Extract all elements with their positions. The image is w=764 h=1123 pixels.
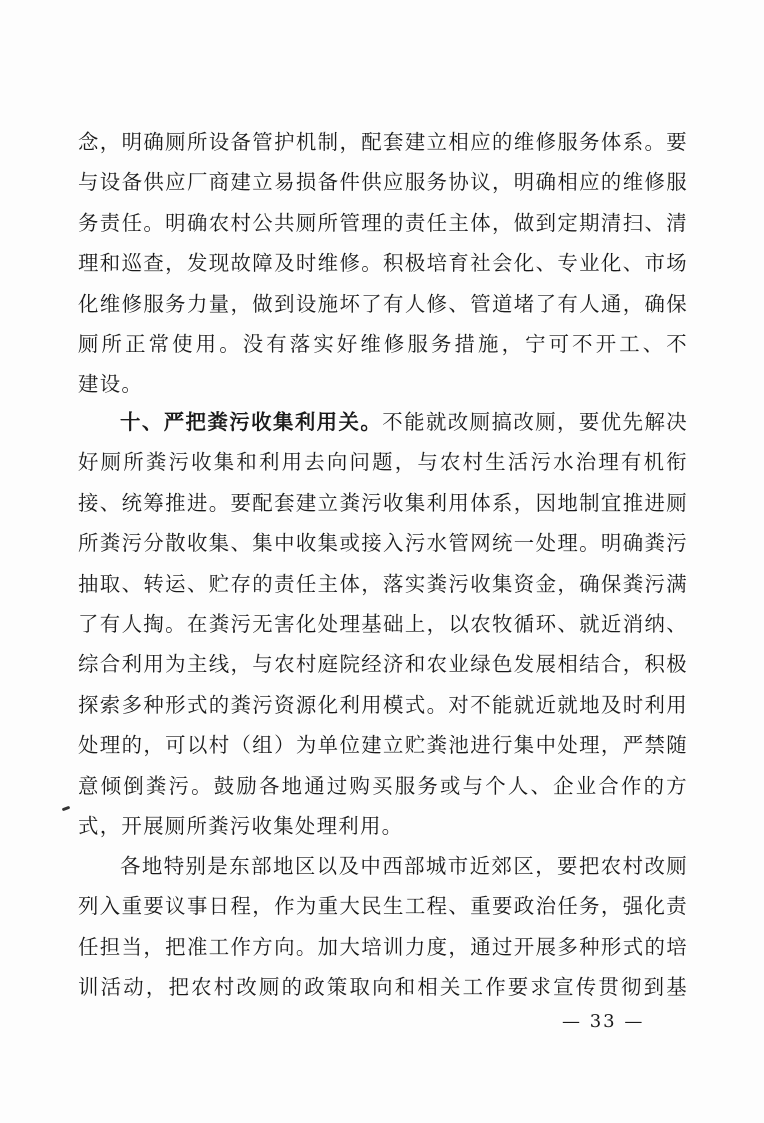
text-line: 化维修服务力量，做到设施坏了有人修、管道堵了有人通，确保 xyxy=(78,292,688,316)
text-line: 建设。 xyxy=(78,372,144,396)
text-line: 意倾倒粪污。鼓励各地通过购买服务或与个人、企业合作的方 xyxy=(78,774,688,798)
page-number: — 33 — xyxy=(562,1011,645,1032)
text-line: 理和巡查，发现故障及时维修。积极培育社会化、专业化、市场 xyxy=(78,251,688,275)
section-heading: 十、严把粪污收集利用关。 xyxy=(120,410,383,434)
text-line: 与设备供应厂商建立易损备件供应服务协议，明确相应的维修服 xyxy=(78,170,688,194)
text-line: 了有人掏。在粪污无害化处理基础上，以农牧循环、就近消纳、 xyxy=(78,612,688,636)
text-line: 探索多种形式的粪污资源化利用模式。对不能就近就地及时利用 xyxy=(78,693,688,717)
section-heading-line xyxy=(120,407,688,437)
text-line: 训活动，把农村改厕的政策取向和相关工作要求宣传贯彻到基 xyxy=(78,975,688,999)
text-line: 抽取、转运、贮存的责任主体，落实粪污收集资金，确保粪污满 xyxy=(78,572,688,596)
heading-line-rest: 不能就改厕搞改厕，要优先解决 xyxy=(382,410,688,434)
text-line: 处理的，可以村（组）为单位建立贮粪池进行集中处理，严禁随 xyxy=(78,733,688,757)
text-line: 务责任。明确农村公共厕所管理的责任主体，做到定期清扫、清 xyxy=(78,211,688,235)
text-line: 式，开展厕所粪污收集处理利用。 xyxy=(78,814,404,838)
scan-speck xyxy=(62,806,71,812)
text-line: 综合利用为主线，与农村庭院经济和农业绿色发展相结合，积极 xyxy=(78,652,688,676)
text-line: 列入重要议事日程，作为重大民生工程、重要政治任务，强化责 xyxy=(78,894,688,918)
text-line: 好厕所粪污收集和利用去向问题，与农村生活污水治理有机衔 xyxy=(78,450,688,474)
text-line: 接、统筹推进。要配套建立粪污收集利用体系，因地制宜推进厕 xyxy=(78,491,688,515)
text-line: 念，明确厕所设备管护机制，配套建立相应的维修服务体系。要 xyxy=(78,130,688,154)
text-line: 所粪污分散收集、集中收集或接入污水管网统一处理。明确粪污 xyxy=(78,531,688,555)
text-line: 各地特别是东部地区以及中西部城市近郊区，要把农村改厕 xyxy=(120,854,688,878)
text-line: 任担当，把准工作方向。加大培训力度，通过开展多种形式的培 xyxy=(78,935,688,959)
text-line: 厕所正常使用。没有落实好维修服务措施，宁可不开工、不 xyxy=(78,332,688,356)
